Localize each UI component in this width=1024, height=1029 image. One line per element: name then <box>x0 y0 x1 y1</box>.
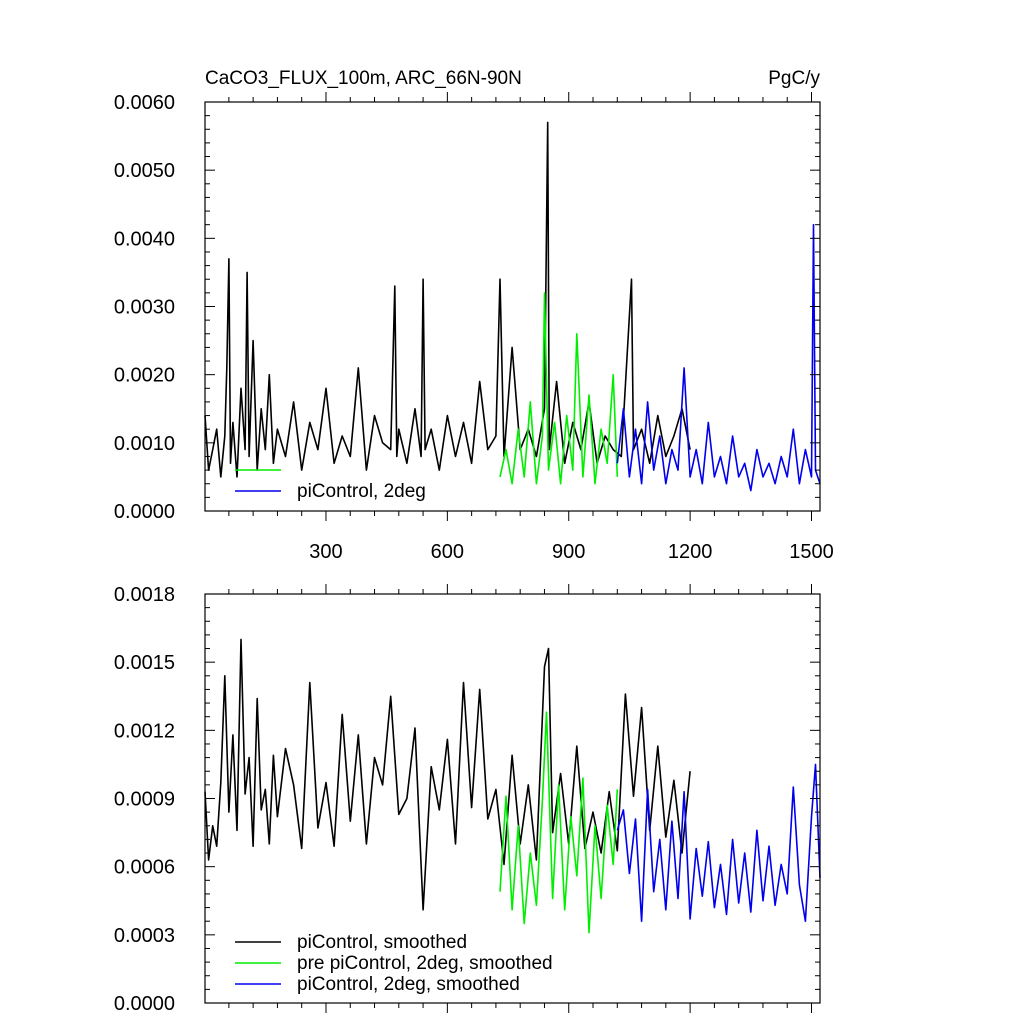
x-tick-label: 1200 <box>667 541 713 563</box>
y-tick-label: 0.0020 <box>113 364 175 387</box>
series-line-bottom-0 <box>205 639 690 909</box>
series-line-bottom-2 <box>617 764 820 921</box>
x-tick-label: 900 <box>552 541 586 563</box>
legend-label: piControl, 2deg, smoothed <box>297 974 520 995</box>
units-label: PgC/y <box>768 68 820 89</box>
y-tick-label: 0.0003 <box>113 924 175 947</box>
series-line-top-2 <box>617 225 820 491</box>
top-panel <box>114 92 834 563</box>
y-tick-label: 0.0018 <box>113 584 175 606</box>
legend-label: pre piControl, 2deg, smoothed <box>297 953 553 974</box>
x-tick-label: 1500 <box>789 541 834 563</box>
x-tick-label: 600 <box>430 541 465 563</box>
y-tick-label: 0.0010 <box>113 432 175 455</box>
series-line-top-0 <box>205 122 690 477</box>
legend-label: piControl, smoothed <box>297 932 468 953</box>
legend-label: piControl, 2deg <box>297 481 426 502</box>
y-tick-label: 0.0050 <box>113 160 175 183</box>
y-tick-label: 0.0006 <box>113 856 175 879</box>
y-tick-label: 0.0009 <box>113 788 175 811</box>
plot-frame-top <box>205 102 820 511</box>
y-tick-label: 0.0015 <box>113 652 175 675</box>
y-tick-label: 0.0060 <box>113 92 175 114</box>
chart-title: CaCO3_FLUX_100m, ARC_66N-90N <box>205 68 522 89</box>
y-tick-label: 0.0040 <box>113 228 175 251</box>
bottom-panel <box>114 584 820 1015</box>
y-tick-label: 0.0012 <box>113 720 175 743</box>
y-tick-label: 0.0000 <box>113 993 175 1015</box>
y-tick-label: 0.0000 <box>113 501 175 523</box>
x-tick-label: 300 <box>309 541 343 563</box>
y-tick-label: 0.0030 <box>113 296 175 319</box>
